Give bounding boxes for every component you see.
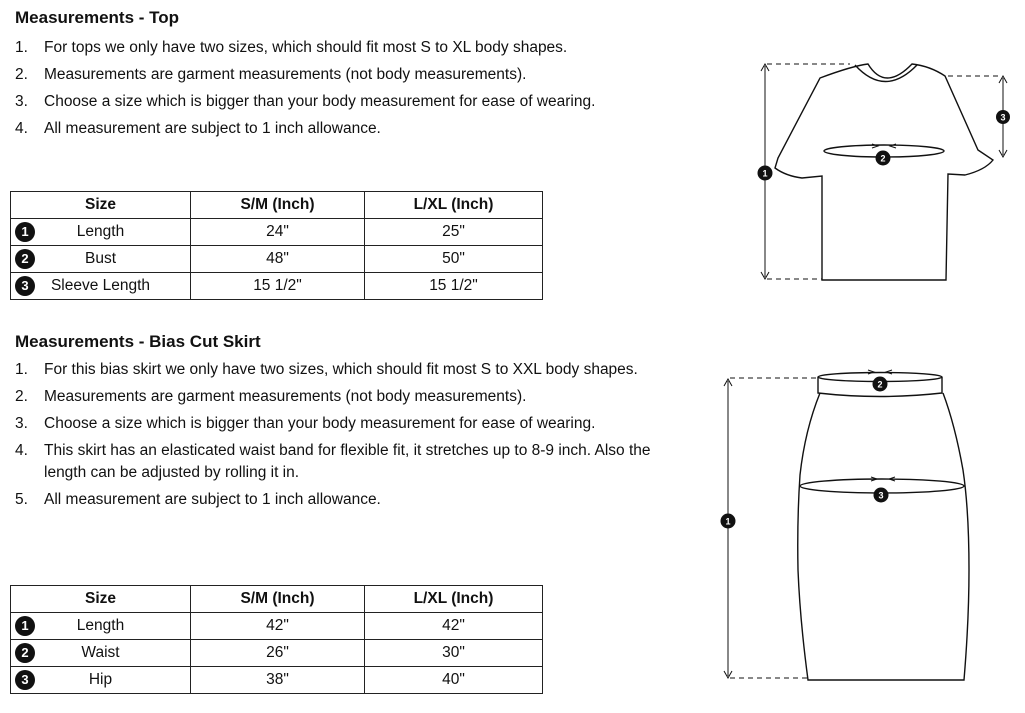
table-header-row: [11, 586, 543, 613]
list-item: 5. All measurement are subject to 1 inch allowance.: [15, 491, 381, 508]
table-row: [11, 219, 543, 246]
list-item: 1. For tops we only have two sizes, which should fit most S to XL body shapes.: [15, 39, 568, 56]
top-heading: Measurements - Top: [15, 8, 180, 27]
svg-text:3: 3: [1000, 112, 1006, 123]
lxl-value: 50": [365, 246, 543, 273]
row-label-cell: 2 Waist: [11, 640, 191, 667]
lxl-value: 42": [365, 613, 543, 640]
lxl-value: 30": [365, 640, 543, 667]
lxl-value: 15 1/2": [365, 273, 543, 300]
row-label-cell: 3 Hip: [11, 667, 191, 694]
number-badge: 1: [15, 222, 35, 242]
list-item: 4. All measurement are subject to 1 inch allowance.: [15, 120, 381, 137]
number-badge: 1: [15, 616, 35, 636]
svg-text:2: 2: [880, 153, 886, 164]
row-label-cell: 1 Length: [11, 219, 191, 246]
column-header-lxl: L/XL (Inch): [365, 192, 543, 219]
row-label-cell: 1 Length: [11, 613, 191, 640]
sm-value: 48": [191, 246, 365, 273]
skirt-notes-list: [15, 359, 695, 511]
svg-text:2: 2: [877, 379, 883, 390]
list-item: 3. Choose a size which is bigger than your body measurement for ease of wearing.: [15, 415, 596, 432]
sm-value: 42": [191, 613, 365, 640]
sm-value: 24": [191, 219, 365, 246]
number-badge: 2: [15, 249, 35, 269]
sm-value: 26": [191, 640, 365, 667]
skirt-size-table: [10, 585, 543, 694]
list-item: 2. Measurements are garment measurements (not body measurements).: [15, 388, 527, 405]
svg-text:1: 1: [725, 516, 731, 527]
svg-text:1: 1: [762, 168, 768, 179]
skirt-diagram-icon: [710, 362, 980, 692]
table-row: [11, 640, 543, 667]
list-item: 2. Measurements are garment measurements (not body measurements).: [15, 66, 527, 83]
table-row: [11, 246, 543, 273]
svg-text:3: 3: [878, 490, 884, 501]
sm-value: 38": [191, 667, 365, 694]
list-item: 4. This skirt has an elasticated waist band for flexible fit, it stretches up to 8-9 inch. Also the length can be adjusted by rolling it in.: [15, 442, 651, 481]
table-row: [11, 667, 543, 694]
number-badge: 2: [15, 643, 35, 663]
list-item: 3. Choose a size which is bigger than your body measurement for ease of wearing.: [15, 93, 596, 110]
top-size-table: [10, 191, 543, 300]
skirt-heading: Measurements - Bias Cut Skirt: [15, 332, 261, 351]
column-header-lxl: L/XL (Inch): [365, 586, 543, 613]
column-header-sm: S/M (Inch): [191, 586, 365, 613]
tshirt-diagram-icon: [750, 55, 1025, 290]
number-badge: 3: [15, 670, 35, 690]
table-header-row: [11, 192, 543, 219]
column-header-sm: S/M (Inch): [191, 192, 365, 219]
row-label-cell: 3 Sleeve Length: [11, 273, 191, 300]
table-row: [11, 613, 543, 640]
row-label-cell: 2 Bust: [11, 246, 191, 273]
top-notes-list: [15, 37, 695, 140]
column-header-size: Size: [11, 586, 191, 613]
list-item: 1. For this bias skirt we only have two sizes, which should fit most S to XXL body shapes.: [15, 361, 638, 378]
lxl-value: 40": [365, 667, 543, 694]
column-header-size: Size: [11, 192, 191, 219]
number-badge: 3: [15, 276, 35, 296]
sm-value: 15 1/2": [191, 273, 365, 300]
lxl-value: 25": [365, 219, 543, 246]
table-row: [11, 273, 543, 300]
